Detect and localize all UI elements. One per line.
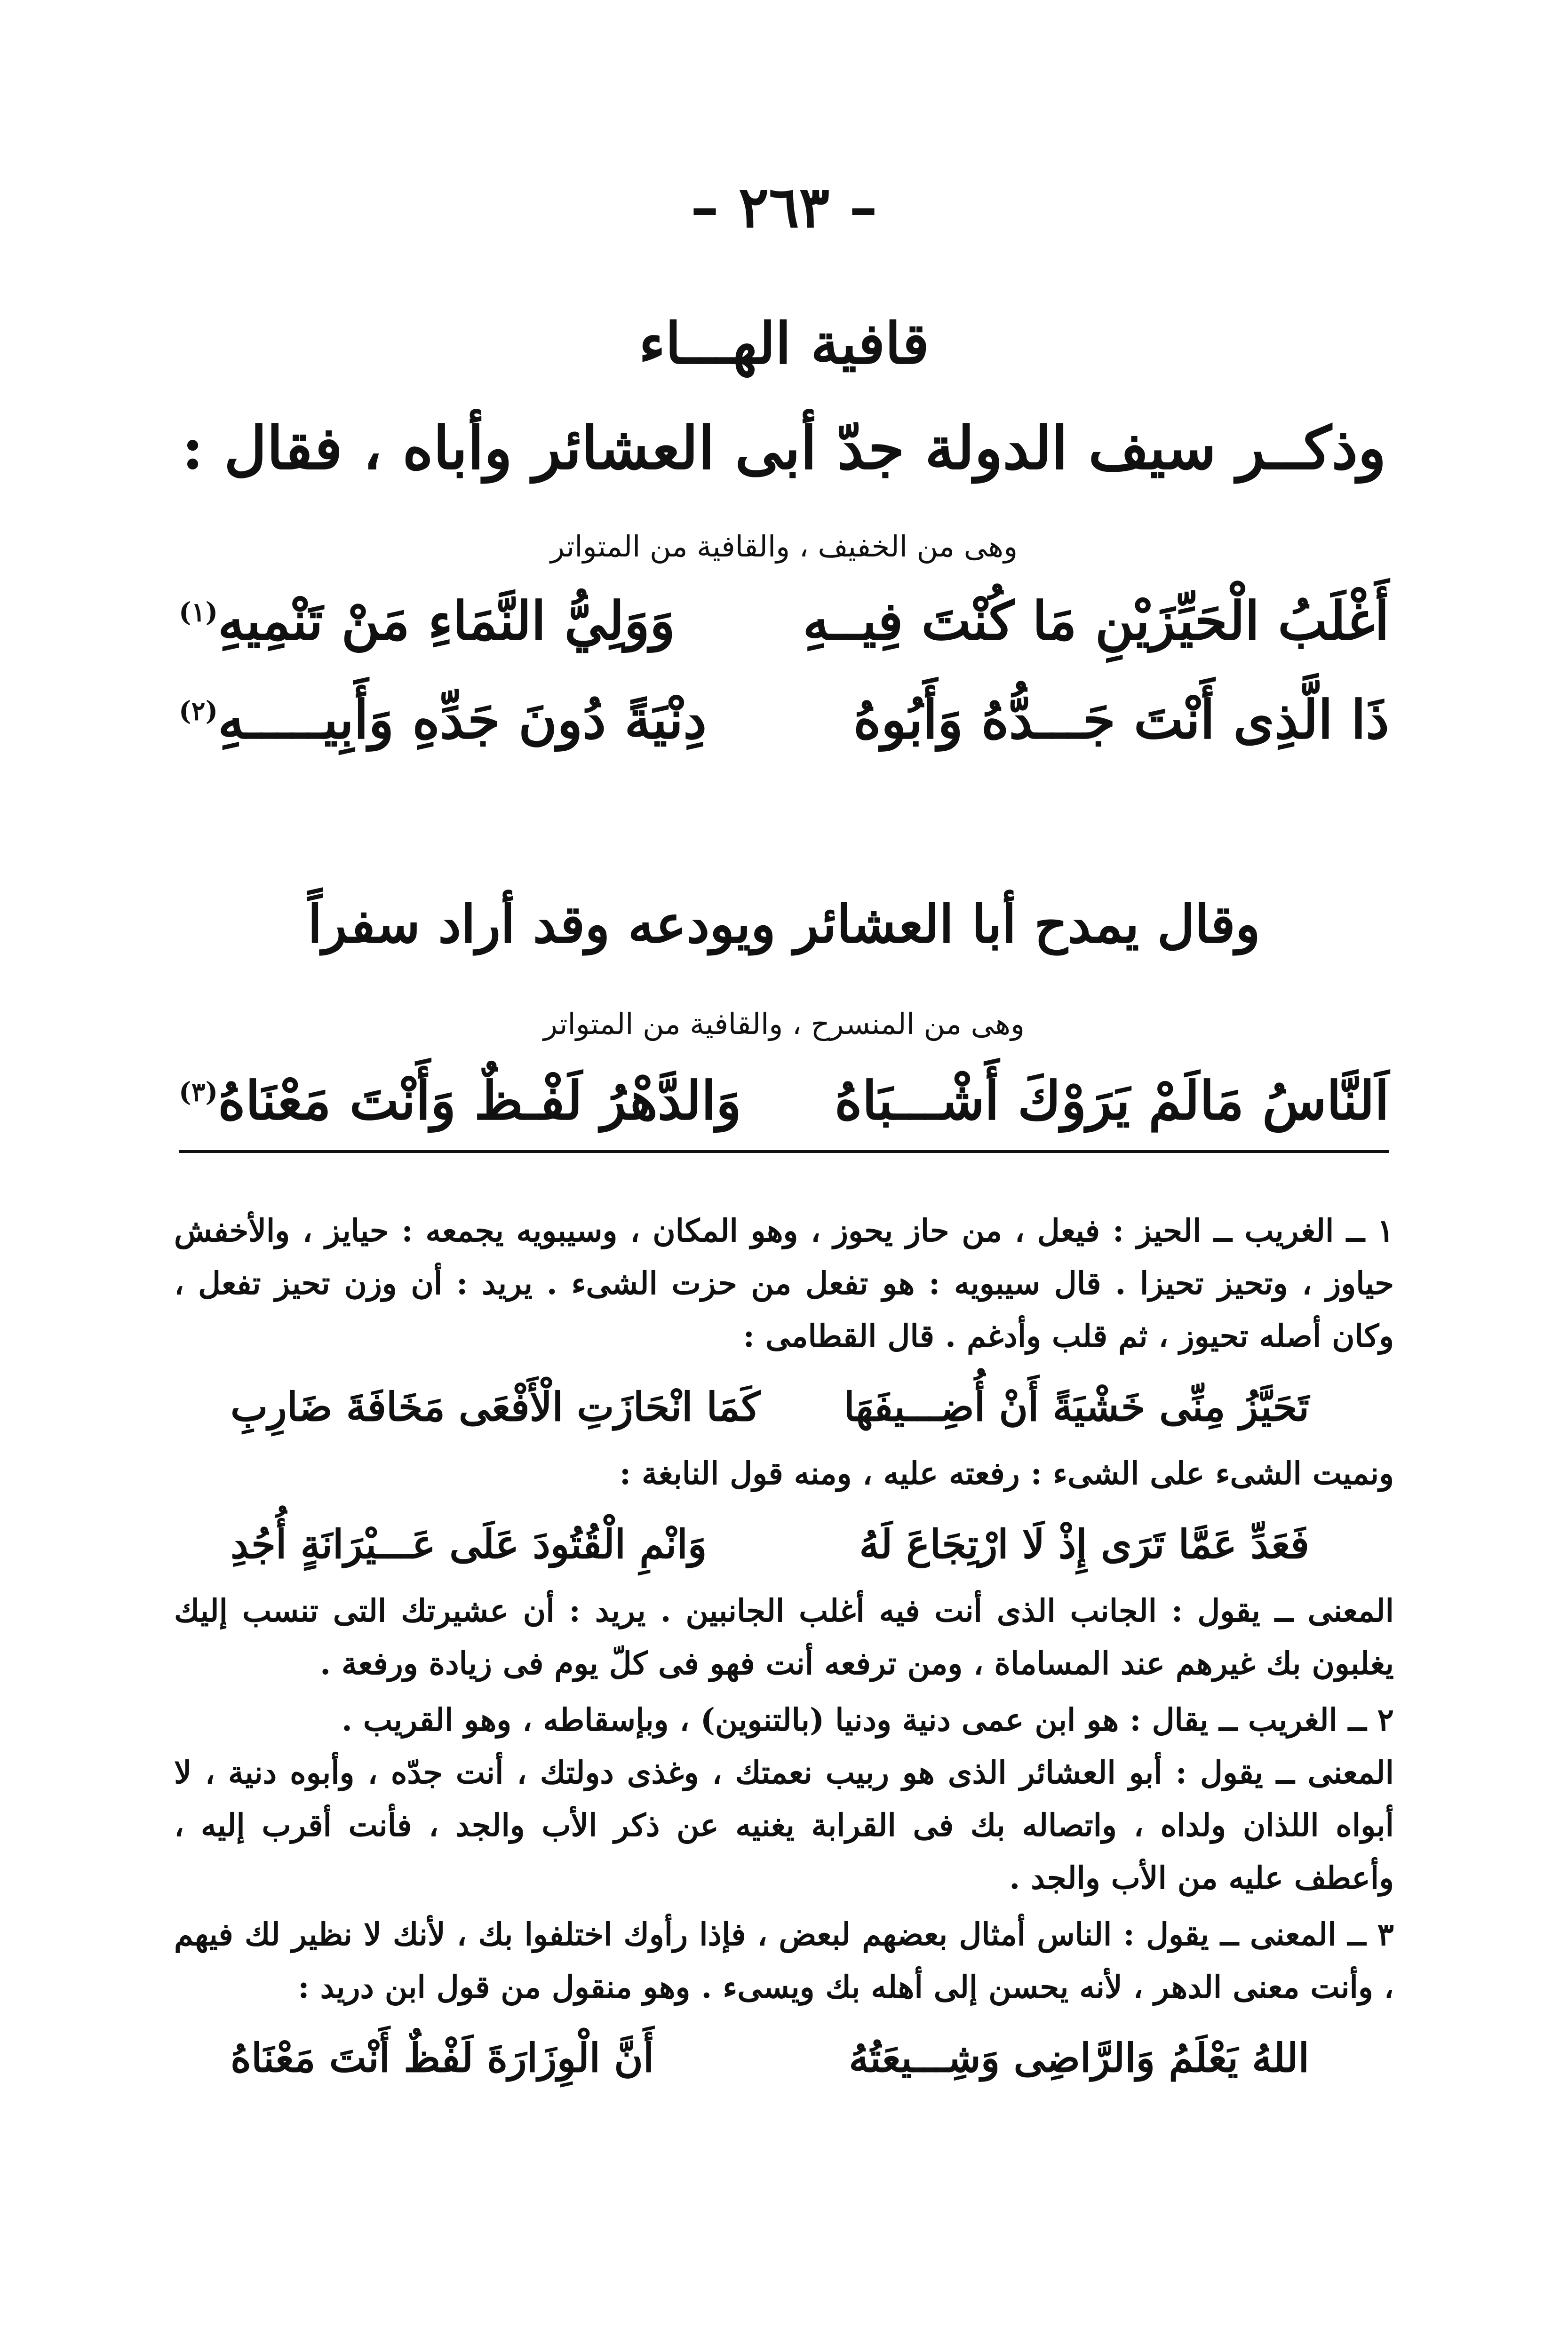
- meter-line: وهى من المنسرح ، والقافية من المتواتر: [543, 1007, 1025, 1041]
- note-1-meaning: المعنى ــ يقول : الجانب الذى أنت فيه أغلب الجانبين . يريد : أن عشيرتك التى تنسب إليك يغلبون بك غيرهم عند المساماة ، ومن ترفعه أنت فهو فى كلّ يوم فى زيادة ورفعة .: [174, 1592, 1394, 1682]
- cited-verse-left: أَنَّ الْوِزَارَةَ لَفْظٌ أَنْتَ مَعْنَاهُ: [231, 2034, 654, 2081]
- section-title-rhyme-ha: قافية الهـــاء: [638, 310, 930, 377]
- footnote-marker: (٢): [179, 695, 218, 727]
- page-number: – ٢٦٣ –: [691, 174, 877, 240]
- verse-hemistich-right: اَلنَّاسُ مَالَمْ يَرَوْكَ أَشْـــبَاهُ: [834, 1070, 1389, 1132]
- verse-hemistich-right: أَغْلَبُ الْحَيِّزَيْنِ مَا كُنْتَ فِيــهِ: [803, 590, 1389, 652]
- verse-line: [179, 677, 1389, 762]
- verse-hemistich-left: [179, 689, 707, 751]
- meter-line: وهى من الخفيف ، والقافية من المتواتر: [550, 529, 1018, 564]
- footnotes: [174, 1204, 1394, 2098]
- cited-verse-right: تَحَيَّزُ مِنِّى خَشْيَةً أَنْ أُضِـــيفَهَا: [844, 1383, 1309, 1430]
- cited-verse: [174, 1362, 1394, 1447]
- cited-verse-right: اللهُ يَعْلَمُ وَالرَّاضِى وَشِـــيعَتُهُ: [849, 2034, 1309, 2081]
- cited-verse: [174, 2013, 1394, 2098]
- note-3-meaning: ٣ ــ المعنى ــ يقول : الناس أمثال بعضهم لبعض ، فإذا رأوك اختلفوا بك ، لأنك لا نظير لك فيهم ، وأنت معنى الدهر ، لأنه يحسن إلى أهله بك ويسىء . وهو منقول من قول ابن دريد :: [174, 1916, 1394, 2005]
- footnote-marker: (٣): [179, 1076, 218, 1108]
- cited-verse-right: فَعَدِّ عَمَّا تَرَى إِذْ لَا ارْتِجَاعَ لَهُ: [859, 1521, 1309, 1567]
- verse-left-text: دِنْيَةً دُونَ جَدِّهِ وَأَبِيـــــهِ: [218, 689, 707, 751]
- section-subtitle: وذكــر سيف الدولة جدّ أبى العشائر وأباه ، فقال :: [182, 414, 1386, 483]
- note-2-gloss: ٢ ــ الغريب ــ يقال : هو ابن عمى دنية ودنيا (بالتنوين) ، وبإسقاطه ، وهو القريب .: [341, 1701, 1394, 1738]
- verse-hemistich-right: ذَا الَّذِى أَنْتَ جَـــدُّهُ وَأَبُوهُ: [853, 689, 1389, 751]
- verse-line: [179, 1058, 1389, 1143]
- verse-hemistich-left: [179, 590, 675, 652]
- cited-verse: [174, 1500, 1394, 1584]
- verse-left-text: وَالدَّهْرُ لَفْـظٌ وَأَنْتَ مَعْنَاهُ: [218, 1070, 741, 1132]
- verse-left-text: وَوَلِيُّ النَّمَاءِ مَنْ تَنْمِيهِ: [218, 590, 676, 652]
- verse-line: [179, 579, 1389, 663]
- note-2-meaning: المعنى ــ يقول : أبو العشائر الذى هو ربيب نعمتك ، وغذى دولتك ، أنت جدّه ، وأبوه دنية ، لا أبواه اللذان ولداه ، واتصاله بك فى القرابة يغنيه عن ذكر الأب والجد ، فأنت أقرب إليه ، وأعطف عليه من الأب والجد .: [174, 1754, 1394, 1896]
- note-1-gloss-2: ونميت الشىء على الشىء : رفعته عليه ، ومنه قول النابغة :: [619, 1455, 1394, 1492]
- verse-hemistich-left: [179, 1070, 741, 1132]
- note-1-gloss: ١ ــ الغريب ــ الحيز : فيعل ، من حاز يحوز ، وهو المكان ، وسيبويه يجمعه : حيايز ، والأخفش حياوز ، وتحيز تحيزا . قال سيبويه : هو تفعل من حزت الشىء . يريد : أن وزن تحيز تفعل ، وكان أصله تحيوز ، ثم قلب وأدغم . قال القطامى :: [174, 1212, 1394, 1354]
- section-title-praise: وقال يمدح أبا العشائر ويودعه وقد أراد سفراً: [308, 894, 1260, 954]
- cited-verse-left: كَمَا انْحَازَتِ الْأَفْعَى مَخَافَةَ ضَارِبِ: [231, 1383, 760, 1430]
- cited-verse-left: وَانْمِ الْقُتُودَ عَلَى عَـــيْرَانَةٍ أُجُدِ: [231, 1521, 707, 1567]
- footnote-marker: (١): [179, 596, 218, 628]
- footnote-divider: [179, 1150, 1389, 1153]
